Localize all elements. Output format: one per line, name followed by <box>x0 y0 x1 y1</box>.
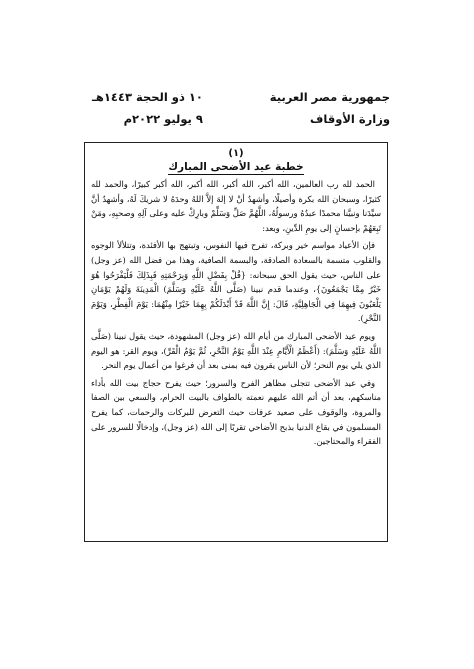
gregorian-date: ٩ يوليو ٢٠٢٢م <box>123 112 203 126</box>
sermon-paragraph: وفي عيد الأضحى تتجلى مظاهر الفرح والسرور؛ حيث يفرح حجاج بيت الله بأداء مناسكهم، بعد أن أتم الله عليهم نعمته بالطواف بالبيت الحرام، والسعي بين الصفا والمروة، والوقوف على صعيد عرفات حيث التعرض للبركات والرحمات، كما يفرح المسلمون في بقاع الدنيا بذبح الأضاحي تقربًا إلى الله (عز وجل)، وإدخالًا للسرور على الفقراء والمحتاجين. <box>91 377 381 447</box>
sermon-title: خطبة عيد الأضحى المبارك <box>168 161 304 173</box>
republic-name: جمهورية مصر العربية <box>269 90 390 104</box>
sermon-paragraph: ويوم عيد الأضحى المبارك من أيام الله (عز وجل) المشهودة، حيث يقول نبينا (صَلَّى اللَّهُ عَلَيْهِ وَسَلَّمَ): (أَعْظَمُ الْأَيَّامِ عِنْدَ اللَّهِ يَوْمُ النَّحْرِ، ثُمَّ يَوْمُ الْقَرِّ)، ويوم القر: هو اليوم الذي يلي يوم النحر؛ لأن الناس يقرون فيه بمنى بعد أن فرغوا من أعمال يوم النحر. <box>91 330 381 371</box>
sermon-box <box>84 142 388 542</box>
sermon-number: (١) <box>228 148 244 159</box>
hijri-date: ١٠ ذو الحجة ١٤٤٣هـ <box>92 90 203 104</box>
ministry-name: وزارة الأوقاف <box>310 112 390 126</box>
document-header <box>92 86 390 130</box>
header-left-block <box>92 86 203 130</box>
header-right-block <box>270 86 390 130</box>
sermon-title-wrap <box>91 160 381 175</box>
sermon-paragraph: الحمد لله رب العالمين، الله أكبر، الله أكبر، الله أكبر، الله أكبر كبيرًا، والحمد لله كثيرًا، وسبحان الله بكرة وأصيلًا، وأشهدُ أنْ لا إلهَ إلاَّ اللهُ وحدَهُ لا شريكَ لَهُ، وأشهدُ أنَّ سيِّدَنا ونبيَّنا محمدًا عبدُهُ ورسولُهُ، اللَّهُمَّ صَلِّ وَسَلِّمْ وبارِكْ عليه وعلى آلِهِ وصحبِهِ، ومَنْ تَبِعَهُمْ بإحسانٍ إلى يومِ الدِّينِ، وبعد: <box>91 179 381 233</box>
sermon-paragraph: فإن الأعياد مواسم خير وبركة، تفرح فيها النفوس، وتبتهج بها الأفئدة، وتتلألأ الوجوه والقلوب متسمة بالسعادة الصادقة، والبسمة الصافية، وهذا من فضل الله (عز وجل) على الناس، حيث يقول الحق سبحانه: {قُلْ بِفَضْلِ اللَّهِ وَبِرَحْمَتِهِ فَبِذَلِكَ فَلْيَفْرَحُوا هُوَ خَيْرٌ مِمَّا يَجْمَعُونَ}، وعندما قدم نبينا (صَلَّى اللَّهُ عَلَيْهِ وَسَلَّمَ) الْمَدِينَةَ وَلَهُمْ يَوْمَانِ يَلْعَبُونَ فِيهِمَا فِي الْجَاهِلِيَّةِ، قَالَ: إِنَّ اللَّهَ قَدْ أَبْدَلَكُمْ بِهِمَا خَيْرًا مِنْهُمَا: يَوْمَ الْفِطْرِ، وَيَوْمَ النَّحْرِ). <box>91 240 381 324</box>
